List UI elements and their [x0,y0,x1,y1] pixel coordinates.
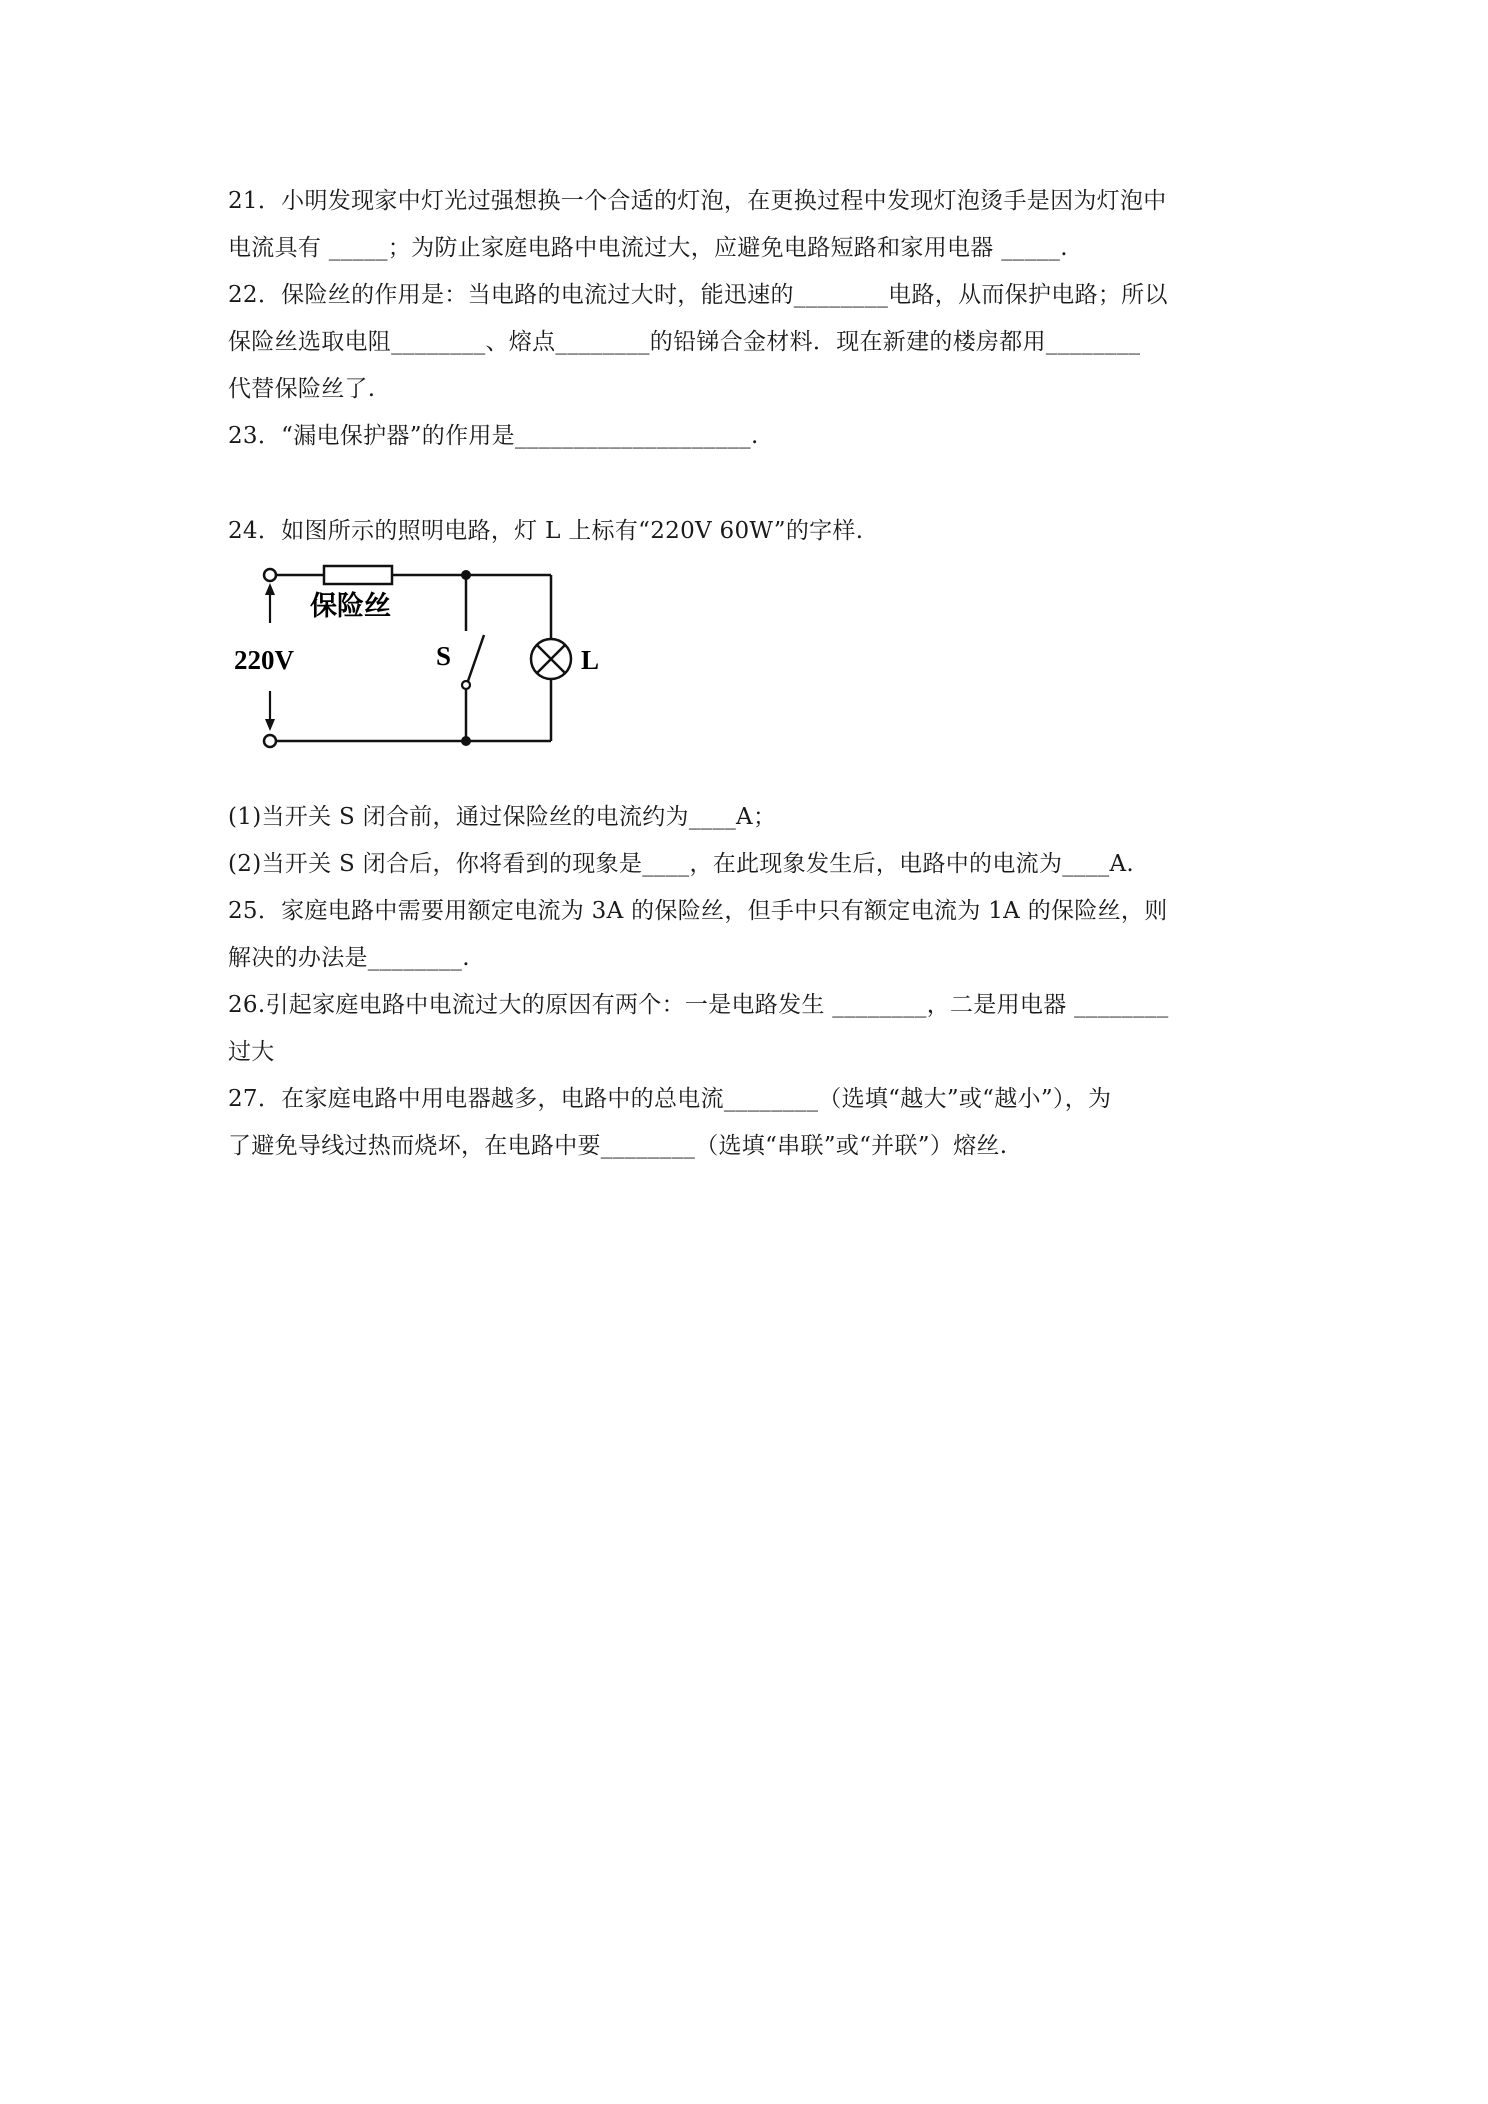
top-terminal [264,569,276,581]
question-22-line-2: 保险丝选取电阻________、熔点________的铅锑合金材料．现在新建的楼房都用________ [228,329,1141,355]
circuit-diagram [228,563,648,788]
question-26 [228,982,1272,1076]
fuse-label: 保险丝 [310,591,391,621]
circuit-diagram-svg [228,563,648,788]
question-27-line-1: 27．在家庭电路中用电器越多，电路中的总电流________（选填“越大”或“越小”），为 [228,1086,1112,1112]
question-22-line-1: 22．保险丝的作用是：当电路的电流过大时，能迅速的________电路，从而保护电路；所以 [228,282,1168,308]
fuse-symbol [324,566,392,584]
voltage-arrow-up-head [265,583,275,595]
lamp-label: L [581,645,600,675]
switch-label: S [436,641,452,671]
question-21 [228,178,1272,272]
question-26-line-1: 26.引起家庭电路中电流过大的原因有两个：一是电路发生 ________，二是用电器 ________ [228,992,1169,1018]
question-25-line-2: 解决的办法是________. [228,945,470,971]
question-23-line-1: 23．“漏电保护器”的作用是____________________. [228,423,759,449]
question-25 [228,888,1272,982]
question-24-intro: 24．如图所示的照明电路，灯 L 上标有“220V 60W”的字样. [228,518,864,544]
bottom-terminal [264,735,276,747]
question-27-line-2: 了避免导线过热而烧坏，在电路中要________（选填“串联”或“并联”）熔丝. [228,1133,1008,1159]
question-27 [228,1076,1272,1170]
question-24-part-2: (2)当开关 S 闭合后，你将看到的现象是____，在此现象发生后，电路中的电流为____A. [228,851,1134,877]
switch-contact [462,681,470,689]
switch-blade [468,635,484,681]
question-24-part-1: (1)当开关 S 闭合前，通过保险丝的电流约为____A； [228,804,777,830]
question-22-line-3: 代替保险丝了. [228,376,376,402]
question-26-line-2: 过大 [228,1039,275,1065]
voltage-label: 220V [234,645,294,675]
question-25-line-1: 25．家庭电路中需要用额定电流为 3A 的保险丝，但手中只有额定电流为 1A 的保险丝，则 [228,898,1168,924]
question-23 [228,413,1272,460]
question-21-line-2: 电流具有 _____；为防止家庭电路中电流过大，应避免电路短路和家用电器 _____. [228,235,1068,261]
question-22 [228,272,1272,413]
question-21-line-1: 21．小明发现家中灯光过强想换一个合适的灯泡，在更换过程中发现灯泡烫手是因为灯泡中 [228,188,1167,214]
worksheet-page [228,178,1272,1170]
voltage-arrow-down-head [265,719,275,731]
question-24 [228,508,1272,888]
